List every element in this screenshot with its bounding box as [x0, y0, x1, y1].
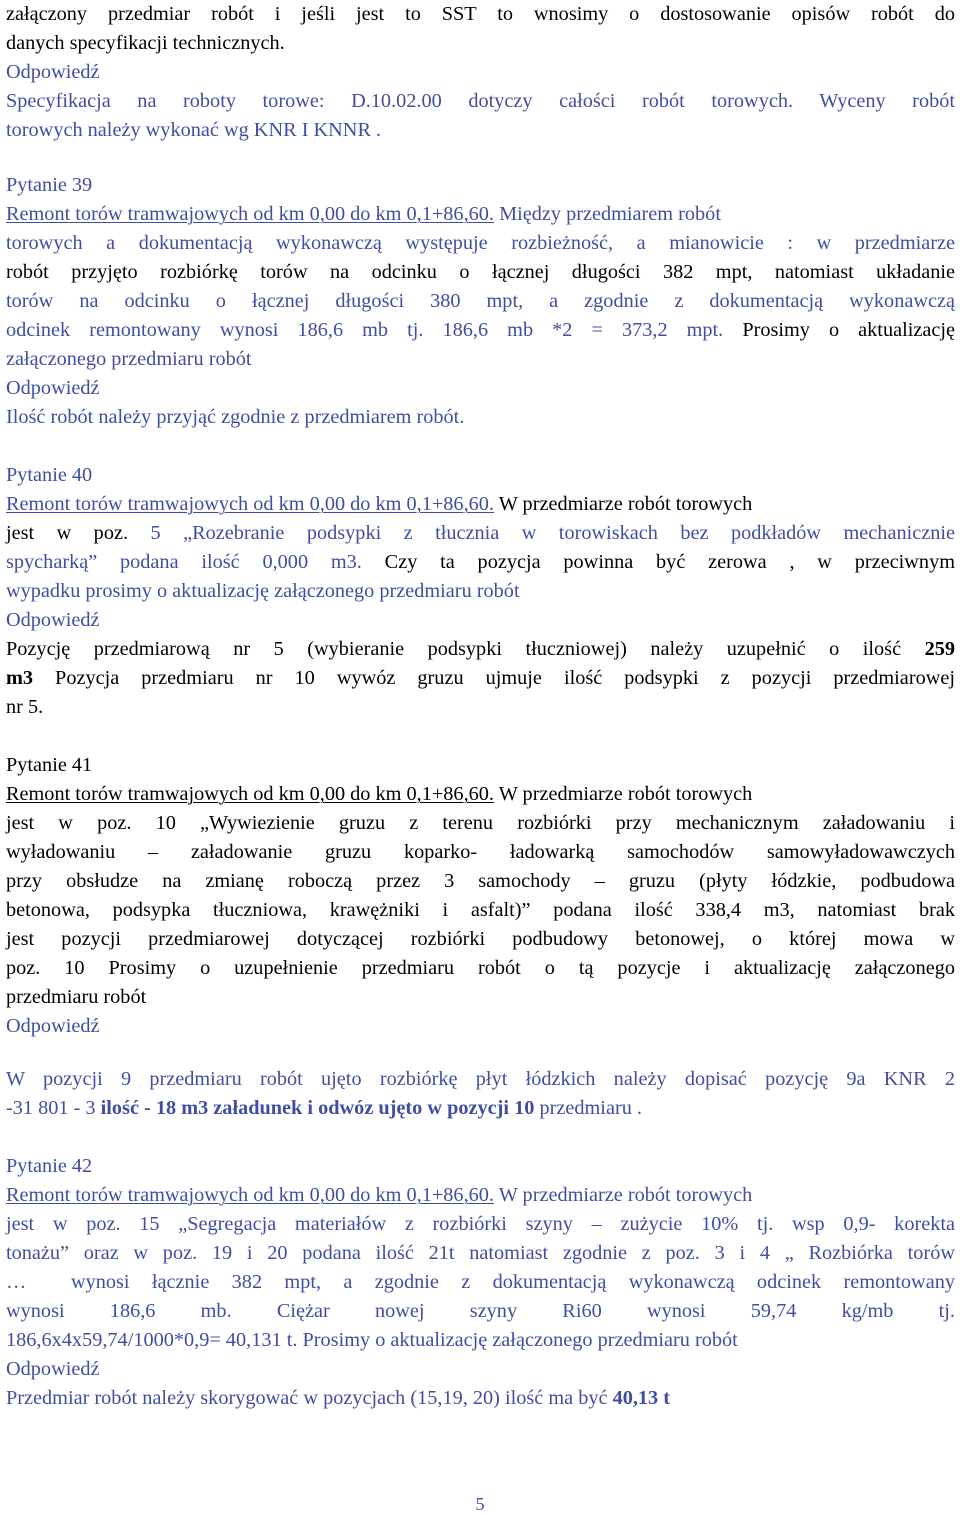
answer-text: Ilość robót należy przyjąć zgodnie z przedmiarem robót.: [6, 406, 465, 428]
answer-text: Przedmiar robót należy skorygować w pozycjach (15,19, 20) ilość ma być 40,13 t: [6, 1387, 671, 1409]
answer-heading: Odpowiedź: [6, 377, 100, 399]
page-number: 5: [475, 1494, 485, 1514]
text-line: przy obsłudze na zmianę roboczą przez 3 samochody – gruzu (płyty łódzkie, podbudowa: [6, 870, 955, 892]
question-title-40: Pytanie 40: [6, 464, 93, 486]
answer-text: nr 5.: [6, 696, 44, 718]
text-line: jest w poz. 15 „Segregacja materiałów z rozbiórki szyny – zużycie 10% tj. wsp 0,9- korekta: [6, 1213, 955, 1235]
text-line: betonowa, podsypka tłuczniowa, krawężniki i asfalt)” podana ilość 338,4 m3, natomiast brak: [6, 899, 955, 921]
text-line: odcinek remontowany wynosi 186,6 mb tj. 186,6 mb *2 = 373,2 mpt. Prosimy o aktualizację: [6, 319, 955, 341]
question-title-39: Pytanie 39: [6, 174, 93, 196]
text-line: torowych należy wykonać wg KNR I KNNR .: [6, 119, 382, 141]
text-line: jest w poz. 5 „Rozebranie podsypki z tłucznia w torowiskach bez podkładów mechanicznie: [6, 522, 955, 544]
text-line: poz. 10 Prosimy o uzupełnienie przedmiaru robót o tą pozycje i aktualizację załączonego: [6, 957, 955, 979]
answer-text: Pozycję przedmiarową nr 5 (wybieranie podsypki tłuczniowej) należy uzupełnić o ilość 259: [6, 638, 955, 660]
text-line: torowych a dokumentacją wykonawczą występuje rozbieżność, a mianowicie : w przedmiarze: [6, 232, 955, 254]
answer-text: W pozycji 9 przedmiaru robót ujęto rozbiórkę płyt łódzkich należy dopisać pozycję 9a KNR 2: [6, 1068, 955, 1090]
question-title-41: Pytanie 41: [6, 754, 93, 776]
text-line: Remont torów tramwajowych od km 0,00 do km 0,1+86,60. W przedmiarze robót torowych: [6, 783, 753, 805]
text-line: tonażu” oraz w poz. 19 i 20 podana ilość 21t natomiast zgodnie z poz. 3 i 4 „ Rozbiórka torów: [6, 1242, 955, 1264]
text-line: wypadku prosimy o aktualizację załączonego przedmiaru robót: [6, 580, 520, 602]
question-title-42: Pytanie 42: [6, 1155, 93, 1177]
text-line: torów na odcinku o łącznej długości 380 mpt, a zgodnie z dokumentacją wykonawczą: [6, 290, 955, 312]
text-line: jest pozycji przedmiarowej dotyczącej rozbiórki podbudowy betonowej, o której mowa w: [6, 928, 955, 950]
text-line: wynosi 186,6 mb. Ciężar nowej szyny Ri60 wynosi 59,74 kg/mb tj.: [6, 1300, 955, 1322]
text-line: Specyfikacja na roboty torowe: D.10.02.00 dotyczy całości robót torowych. Wyceny robót: [6, 90, 955, 112]
answer-text: -31 801 - 3 ilość - 18 m3 załadunek i odwóz ujęto w pozycji 10 przedmiaru .: [6, 1097, 642, 1119]
text-line: Remont torów tramwajowych od km 0,00 do km 0,1+86,60. W przedmiarze robót torowych: [6, 1184, 753, 1206]
text-line: spycharką” podana ilość 0,000 m3. Czy ta pozycja powinna być zerowa , w przeciwnym: [6, 551, 955, 573]
text-line: wyładowaniu – załadowanie gruzu koparko- ładowarką samochodów samowyładowawczych: [6, 841, 955, 863]
text-line: Remont torów tramwajowych od km 0,00 do km 0,1+86,60. W przedmiarze robót torowych: [6, 493, 753, 515]
answer-text: m3 Pozycja przedmiaru nr 10 wywóz gruzu ujmuje ilość podsypki z pozycji przedmiarowej: [6, 667, 955, 689]
text-line: załączony przedmiar robót i jeśli jest to SST to wnosimy o dostosowanie opisów robót do: [6, 3, 955, 25]
text-line: danych specyfikacji technicznych.: [6, 32, 285, 54]
text-line: … wynosi łącznie 382 mpt, a zgodnie z dokumentacją wykonawczą odcinek remontowany: [6, 1271, 955, 1293]
text-line: Remont torów tramwajowych od km 0,00 do km 0,1+86,60. Między przedmiarem robót: [6, 203, 721, 225]
text-line: 186,6x4x59,74/1000*0,9= 40,131 t. Prosimy o aktualizację załączonego przedmiaru robót: [6, 1329, 738, 1351]
text-line: jest w poz. 10 „Wywiezienie gruzu z terenu rozbiórki przy mechanicznym załadowaniu i: [6, 812, 956, 834]
text-line: przedmiaru robót: [6, 986, 147, 1008]
answer-heading: Odpowiedź: [6, 61, 100, 83]
answer-heading: Odpowiedź: [6, 1358, 100, 1380]
answer-heading: Odpowiedź: [6, 609, 100, 631]
text-line: załączonego przedmiaru robót: [6, 348, 252, 370]
text-line: robót przyjęto rozbiórkę torów na odcinku o łącznej długości 382 mpt, natomiast układanie: [6, 261, 955, 283]
answer-heading: Odpowiedź: [6, 1015, 100, 1037]
